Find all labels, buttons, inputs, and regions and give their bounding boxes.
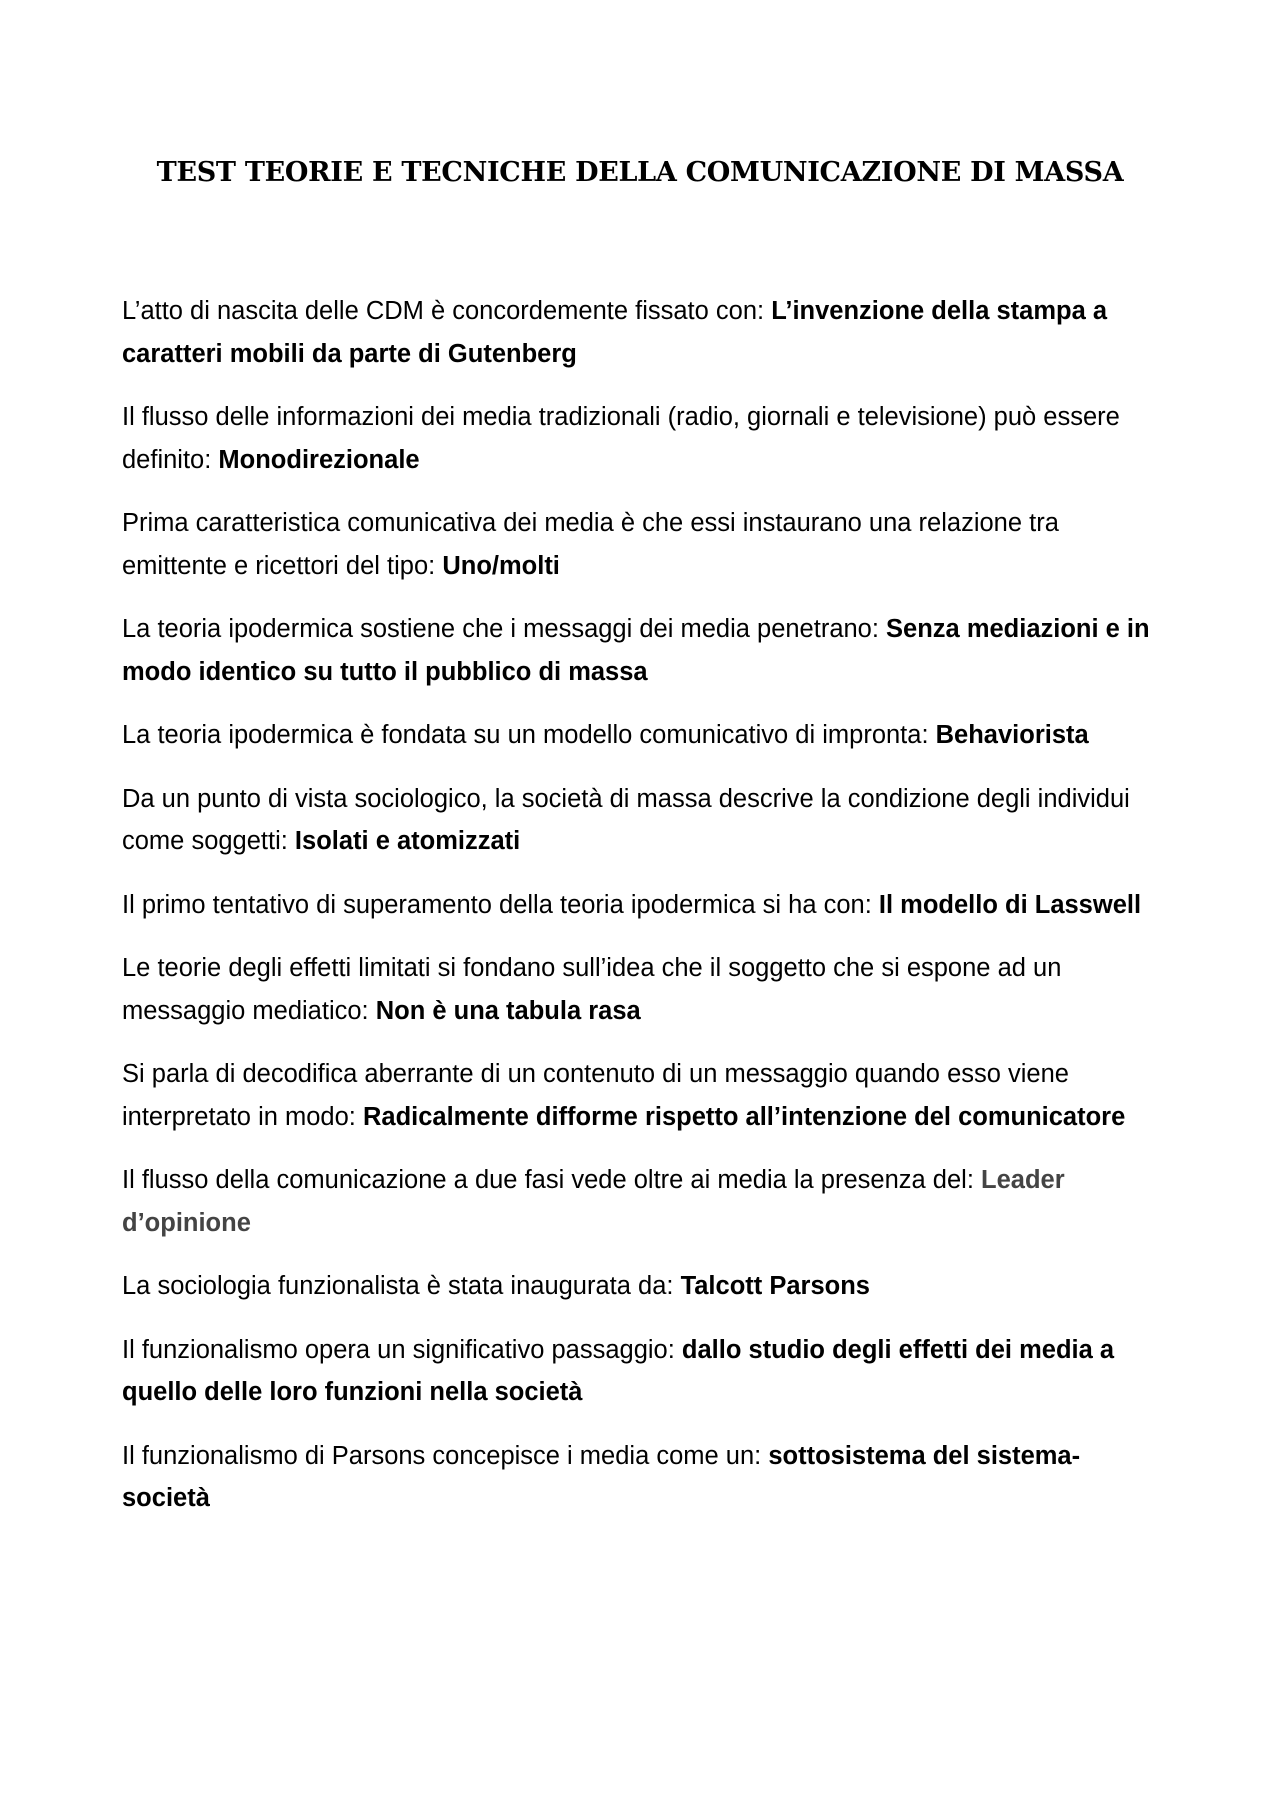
question-text: La teoria ipodermica sostiene che i messaggi dei media penetrano: — [122, 615, 887, 643]
question-text: Si parla di decodifica aberrante di un contenuto di un messaggio quando esso viene interpretato in modo: — [122, 1060, 1069, 1131]
answer-text: Radicalmente difforme rispetto all’intenzione del comunicatore — [362, 1102, 1126, 1131]
qa-item-2 — [122, 396, 1162, 481]
answer-text: Leader d’opinione — [122, 1166, 1065, 1237]
qa-item-12 — [122, 1329, 1162, 1414]
question-text: Il flusso della comunicazione a due fasi vede oltre ai media la presenza del: — [122, 1166, 981, 1194]
qa-item-4 — [122, 608, 1162, 693]
answer-text: Monodirezionale — [218, 445, 420, 474]
answer-text: Behaviorista — [935, 721, 1089, 749]
qa-item-6 — [122, 778, 1162, 863]
question-text: L’atto di nascita delle CDM è concordemente fissato con: — [122, 297, 772, 325]
answer-text: Il modello di Lasswell — [878, 890, 1142, 919]
answer-text: Isolati e atomizzati — [294, 827, 521, 855]
question-text: Il funzionalismo opera un significativo passaggio: — [122, 1335, 682, 1364]
answer-text: L’invenzione della stampa a caratteri mobili da parte di Gutenberg — [122, 297, 1108, 368]
answer-text: sottosistema del sistema-società — [122, 1441, 1081, 1512]
qa-item-3 — [122, 502, 1162, 587]
question-text: Il funzionalismo di Parsons concepisce i media come un: — [122, 1441, 769, 1470]
question-text: La teoria ipodermica è fondata su un modello comunicativo di impronta: — [122, 721, 936, 749]
answer-text: Non è una tabula rasa — [375, 996, 641, 1025]
answer-text: dallo studio degli effetti dei media a quello delle loro funzioni nella società — [122, 1335, 1115, 1406]
document-body — [122, 290, 1162, 1541]
qa-item-1 — [122, 290, 1162, 375]
qa-item-10 — [122, 1159, 1162, 1244]
question-text: Le teorie degli effetti limitati si fondano sull’idea che il soggetto che si espone ad un messaggio mediatico: — [122, 954, 1062, 1025]
answer-text: Senza mediazioni e in modo identico su tutto il pubblico di massa — [122, 615, 1150, 686]
qa-item-13 — [122, 1435, 1162, 1520]
qa-item-11 — [122, 1265, 1162, 1308]
question-text: Prima caratteristica comunicativa dei media è che essi instaurano una relazione tra emittente e ricettori del tipo: — [122, 509, 1059, 580]
qa-item-8 — [122, 947, 1162, 1032]
question-text: Il flusso delle informazioni dei media tradizionali (radio, giornali e televisione) può essere definito: — [122, 403, 1120, 474]
qa-item-7 — [122, 884, 1162, 927]
answer-text: Talcott Parsons — [680, 1272, 870, 1300]
qa-item-5 — [122, 714, 1162, 757]
question-text: La sociologia funzionalista è stata inaugurata da: — [122, 1272, 681, 1300]
question-text: Il primo tentativo di superamento della teoria ipodermica si ha con: — [122, 890, 879, 919]
answer-text: Uno/molti — [442, 551, 560, 580]
qa-item-9 — [122, 1053, 1162, 1138]
question-text: Da un punto di vista sociologico, la società di massa descrive la condizione degli individui come soggetti: — [122, 784, 1130, 855]
document-title: TEST TEORIE E TECNICHE DELLA COMUNICAZIONE DI MASSA — [156, 157, 1124, 188]
